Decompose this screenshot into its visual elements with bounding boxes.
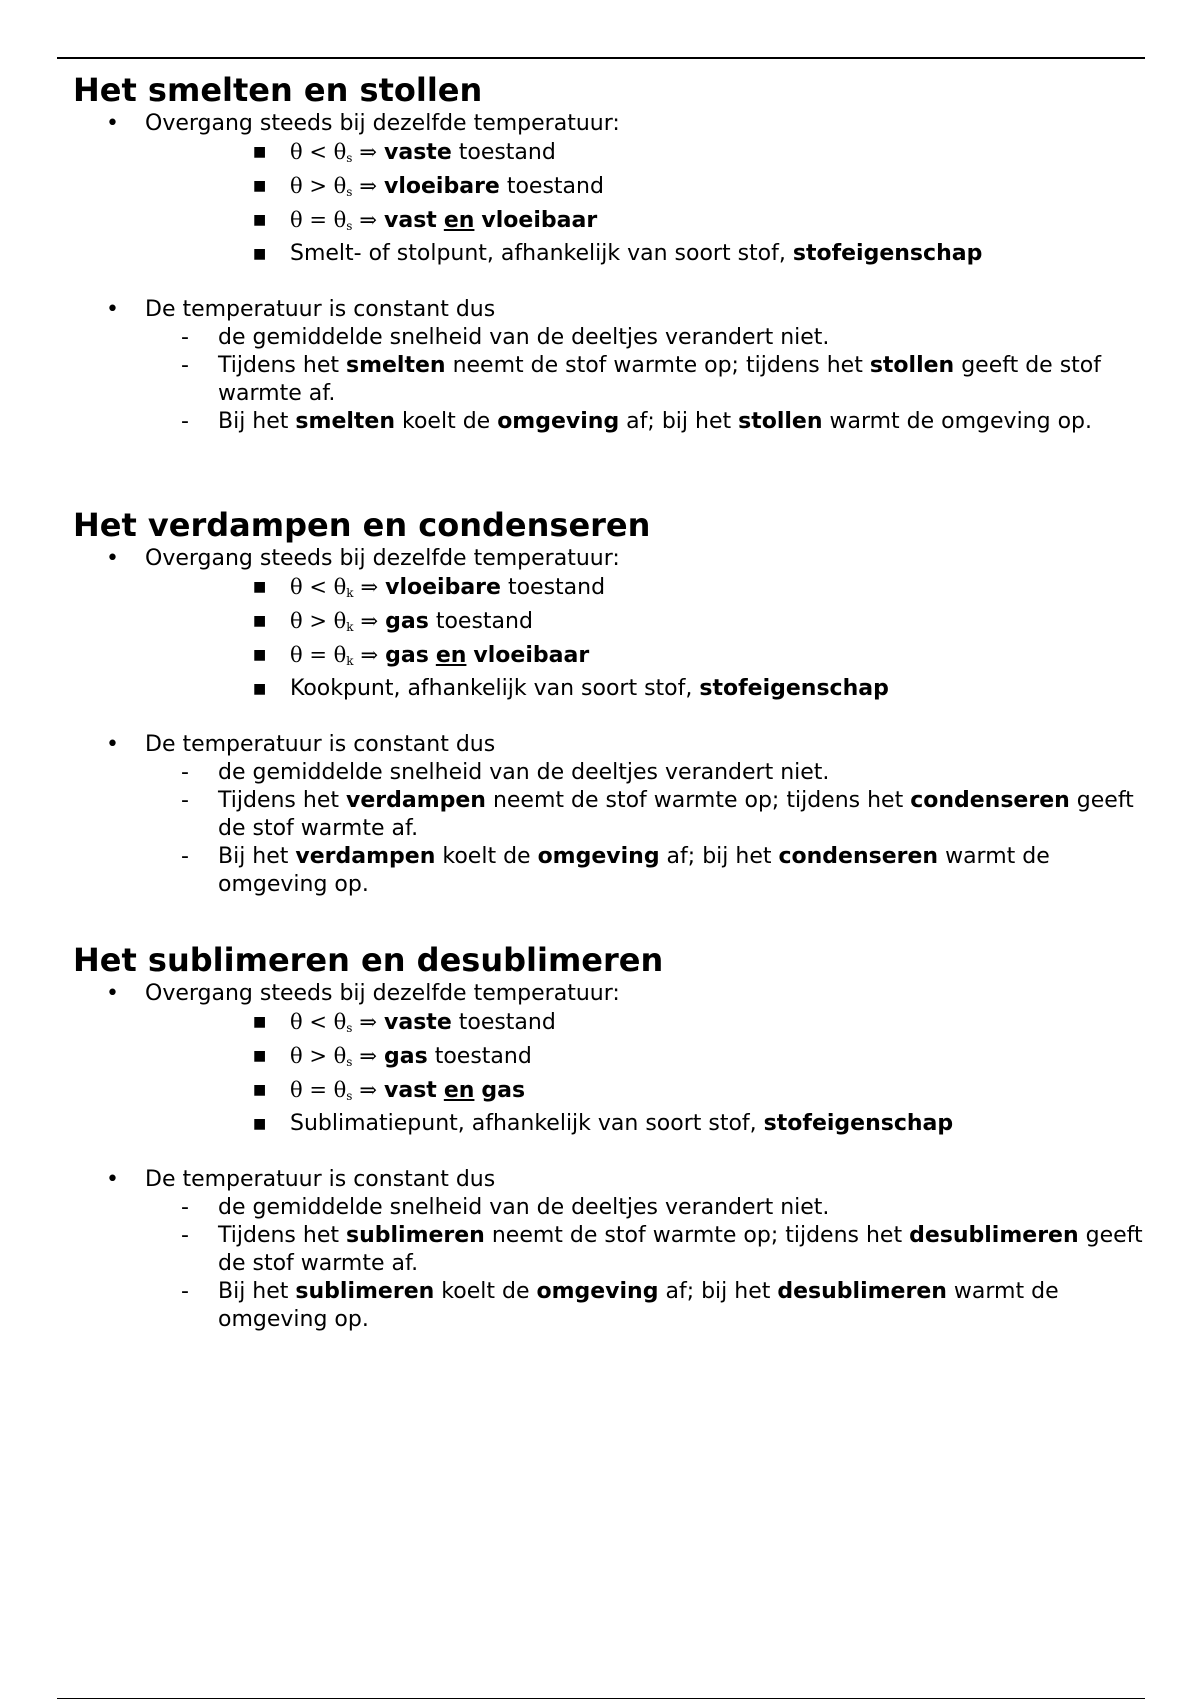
section-sublimeren-desublimeren — [73, 940, 1153, 1334]
dash-text-2a: Tijdens het — [218, 353, 346, 378]
dash-item — [73, 1278, 1153, 1334]
intro-text: Overgang steeds bij dezelfde temperatuur: — [145, 981, 620, 1006]
state-bold: gas — [385, 609, 429, 634]
dash-text-2e: geeft de stof warmte af. — [218, 1223, 1143, 1276]
square-bullet-icon: ■ — [253, 681, 267, 697]
condition-operator: θ = θ — [290, 1078, 347, 1102]
property-bold: stofeigenschap — [792, 241, 983, 266]
dash-icon: - — [181, 409, 189, 434]
dash-item — [73, 352, 1153, 408]
state-bold: gas — [385, 643, 429, 668]
state-rest: toestand — [451, 1010, 556, 1035]
condition-subscript: s — [346, 219, 353, 233]
dash-text-3a: Bij het — [218, 844, 296, 869]
condition-list — [73, 138, 1153, 268]
state-rest: toestand — [500, 575, 606, 600]
square-bullet-icon: ■ — [253, 144, 267, 160]
dash-item — [73, 1194, 1153, 1222]
bullet-item — [73, 1166, 1153, 1194]
property-text: Sublimatiepunt, afhankelijk van soort stof, — [290, 1111, 764, 1136]
square-bullet-icon: ■ — [253, 178, 267, 194]
state-bold: gas — [384, 1044, 428, 1069]
dash-item — [73, 408, 1153, 436]
process-bold: condenseren — [778, 844, 939, 869]
condition-operator: θ < θ — [290, 575, 347, 599]
property-item — [73, 1110, 1153, 1138]
state-bold-2: gas — [481, 1078, 526, 1103]
process-bold: verdampen — [345, 788, 486, 813]
section-verdampen-condenseren — [73, 505, 1153, 899]
omgeving-bold: omgeving — [536, 1279, 659, 1304]
condition-item — [73, 1042, 1153, 1076]
state-bold: vloeibare — [384, 174, 500, 199]
condition-subscript: s — [346, 1089, 353, 1103]
process-bold: smelten — [345, 353, 446, 378]
dash-text-3c: koelt de — [434, 1279, 537, 1304]
process-bold: verdampen — [295, 844, 436, 869]
condition-operator: θ > θ — [290, 174, 347, 198]
property-bold: stofeigenschap — [763, 1111, 954, 1136]
and-underlined: en — [435, 643, 467, 668]
state-rest: toestand — [428, 609, 533, 634]
dash-text-2c: neemt de stof warmte op; tijdens het — [484, 1223, 910, 1248]
implies-arrow: ⇒ — [359, 140, 378, 164]
section-title: Het verdampen en condenseren — [73, 506, 651, 544]
property-text: Kookpunt, afhankelijk van soort stof, — [290, 676, 700, 701]
constant-text: De temperatuur is constant dus — [145, 1167, 496, 1192]
condition-operator: θ > θ — [290, 609, 347, 633]
condition-item — [73, 138, 1153, 172]
section-smelten-stollen — [73, 70, 1153, 436]
dash-icon: - — [181, 788, 189, 813]
bullet-item — [73, 980, 1153, 1008]
dash-icon: - — [181, 1279, 189, 1304]
condition-item — [73, 607, 1153, 641]
dash-text-3a: Bij het — [218, 1279, 296, 1304]
and-underlined: en — [443, 208, 475, 233]
dash-icon: - — [181, 1223, 189, 1248]
condition-subscript: k — [346, 586, 354, 600]
square-bullet-icon: ■ — [253, 647, 267, 663]
process-bold: sublimeren — [295, 1279, 435, 1304]
dash-item — [73, 759, 1153, 787]
property-item — [73, 675, 1153, 703]
dash-icon: - — [181, 760, 189, 785]
condition-subscript: k — [346, 654, 354, 668]
intro-text: Overgang steeds bij dezelfde temperatuur: — [145, 111, 620, 136]
bullet-item — [73, 731, 1153, 759]
condition-item — [73, 1008, 1153, 1042]
bullet-icon: • — [106, 546, 119, 571]
square-bullet-icon: ■ — [253, 1082, 267, 1098]
bullet-item — [73, 545, 1153, 573]
dash-text-2e: geeft de stof warmte af. — [218, 788, 1134, 841]
dash-text-3e: af; bij het — [659, 844, 779, 869]
condition-item — [73, 172, 1153, 206]
dash-text-3e: af; bij het — [619, 409, 739, 434]
condition-item — [73, 206, 1153, 240]
condition-item — [73, 573, 1153, 607]
state-rest: toestand — [451, 140, 556, 165]
dash-text-2c: neemt de stof warmte op; tijdens het — [485, 788, 911, 813]
property-item — [73, 240, 1153, 268]
state-rest: toestand — [427, 1044, 532, 1069]
property-text: Smelt- of stolpunt, afhankelijk van soort stof, — [290, 241, 793, 266]
dash-item — [73, 843, 1153, 899]
square-bullet-icon: ■ — [253, 212, 267, 228]
dash-item — [73, 324, 1153, 352]
constant-text: De temperatuur is constant dus — [145, 297, 496, 322]
process-bold: stollen — [869, 353, 955, 378]
condition-subscript: k — [346, 620, 354, 634]
condition-list — [73, 573, 1153, 703]
bullet-icon: • — [106, 111, 119, 136]
dash-text-3e: af; bij het — [658, 1279, 778, 1304]
dash-text-3c: koelt de — [435, 844, 538, 869]
state-bold: vaste — [384, 140, 452, 165]
condition-subscript: s — [346, 151, 353, 165]
condition-list — [73, 1008, 1153, 1138]
state-bold: vaste — [384, 1010, 452, 1035]
square-bullet-icon: ■ — [253, 246, 267, 262]
square-bullet-icon: ■ — [253, 579, 267, 595]
bottom-rule — [57, 1698, 1145, 1699]
state-bold: vloeibare — [385, 575, 501, 600]
condition-subscript: s — [346, 1055, 353, 1069]
dash-text-3a: Bij het — [218, 409, 296, 434]
top-rule — [57, 57, 1145, 59]
square-bullet-icon: ■ — [253, 613, 267, 629]
dash-icon: - — [181, 1195, 189, 1220]
bullet-icon: • — [106, 1167, 119, 1192]
dash-icon: - — [181, 844, 189, 869]
process-bold: desublimeren — [777, 1279, 947, 1304]
square-bullet-icon: ■ — [253, 1048, 267, 1064]
dash-text-1: de gemiddelde snelheid van de deeltjes verandert niet. — [218, 325, 830, 350]
state-bold: vast — [384, 1078, 437, 1103]
dash-item — [73, 1222, 1153, 1278]
square-bullet-icon: ■ — [253, 1116, 267, 1132]
process-bold: stollen — [738, 409, 823, 434]
process-bold: condenseren — [910, 788, 1070, 813]
condition-operator: θ = θ — [290, 643, 347, 667]
process-bold: desublimeren — [909, 1223, 1079, 1248]
dash-text-2c: neemt de stof warmte op; tijdens het — [445, 353, 870, 378]
dash-text-3g: warmt de omgeving op. — [218, 844, 1050, 897]
state-bold-2: vloeibaar — [481, 208, 598, 233]
condition-operator: θ > θ — [290, 1044, 347, 1068]
dash-text-3c: koelt de — [395, 409, 498, 434]
state-bold-2: vloeibaar — [473, 643, 590, 668]
dash-text-2e: geeft de stof warmte af. — [218, 353, 1101, 406]
process-bold: smelten — [295, 409, 396, 434]
dash-text-2a: Tijdens het — [218, 788, 346, 813]
dash-icon: - — [181, 353, 189, 378]
square-bullet-icon: ■ — [253, 1014, 267, 1030]
dash-text-1: de gemiddelde snelheid van de deeltjes verandert niet. — [218, 760, 830, 785]
condition-item — [73, 641, 1153, 675]
bullet-icon: • — [106, 732, 119, 757]
bullet-item — [73, 110, 1153, 138]
dash-item — [73, 787, 1153, 843]
dash-text-2a: Tijdens het — [218, 1223, 346, 1248]
condition-operator: θ = θ — [290, 208, 347, 232]
implies-arrow: ⇒ — [359, 1010, 378, 1034]
intro-text: Overgang steeds bij dezelfde temperatuur: — [145, 546, 620, 571]
dash-text-3g: warmt de omgeving op. — [822, 409, 1092, 434]
implies-arrow: ⇒ — [360, 609, 379, 633]
section-title: Het sublimeren en desublimeren — [73, 941, 664, 979]
implies-arrow: ⇒ — [360, 643, 379, 667]
property-bold: stofeigenschap — [699, 676, 889, 701]
implies-arrow: ⇒ — [359, 1044, 378, 1068]
condition-subscript: s — [346, 185, 353, 199]
constant-text: De temperatuur is constant dus — [145, 732, 496, 757]
implies-arrow: ⇒ — [360, 575, 379, 599]
and-underlined: en — [443, 1078, 475, 1103]
implies-arrow: ⇒ — [359, 208, 378, 232]
dash-icon: - — [181, 325, 189, 350]
section-title: Het smelten en stollen — [73, 71, 483, 109]
state-bold: vast — [384, 208, 437, 233]
dash-text-3g: warmt de omgeving op. — [218, 1279, 1059, 1332]
omgeving-bold: omgeving — [537, 844, 660, 869]
condition-operator: θ < θ — [290, 1010, 347, 1034]
condition-item — [73, 1076, 1153, 1110]
omgeving-bold: omgeving — [497, 409, 620, 434]
bullet-item — [73, 296, 1153, 324]
condition-subscript: s — [346, 1021, 353, 1035]
state-rest: toestand — [499, 174, 604, 199]
dash-text-1: de gemiddelde snelheid van de deeltjes verandert niet. — [218, 1195, 830, 1220]
bullet-icon: • — [106, 981, 119, 1006]
process-bold: sublimeren — [345, 1223, 485, 1248]
implies-arrow: ⇒ — [359, 174, 378, 198]
condition-operator: θ < θ — [290, 140, 347, 164]
implies-arrow: ⇒ — [359, 1078, 378, 1102]
bullet-icon: • — [106, 297, 119, 322]
